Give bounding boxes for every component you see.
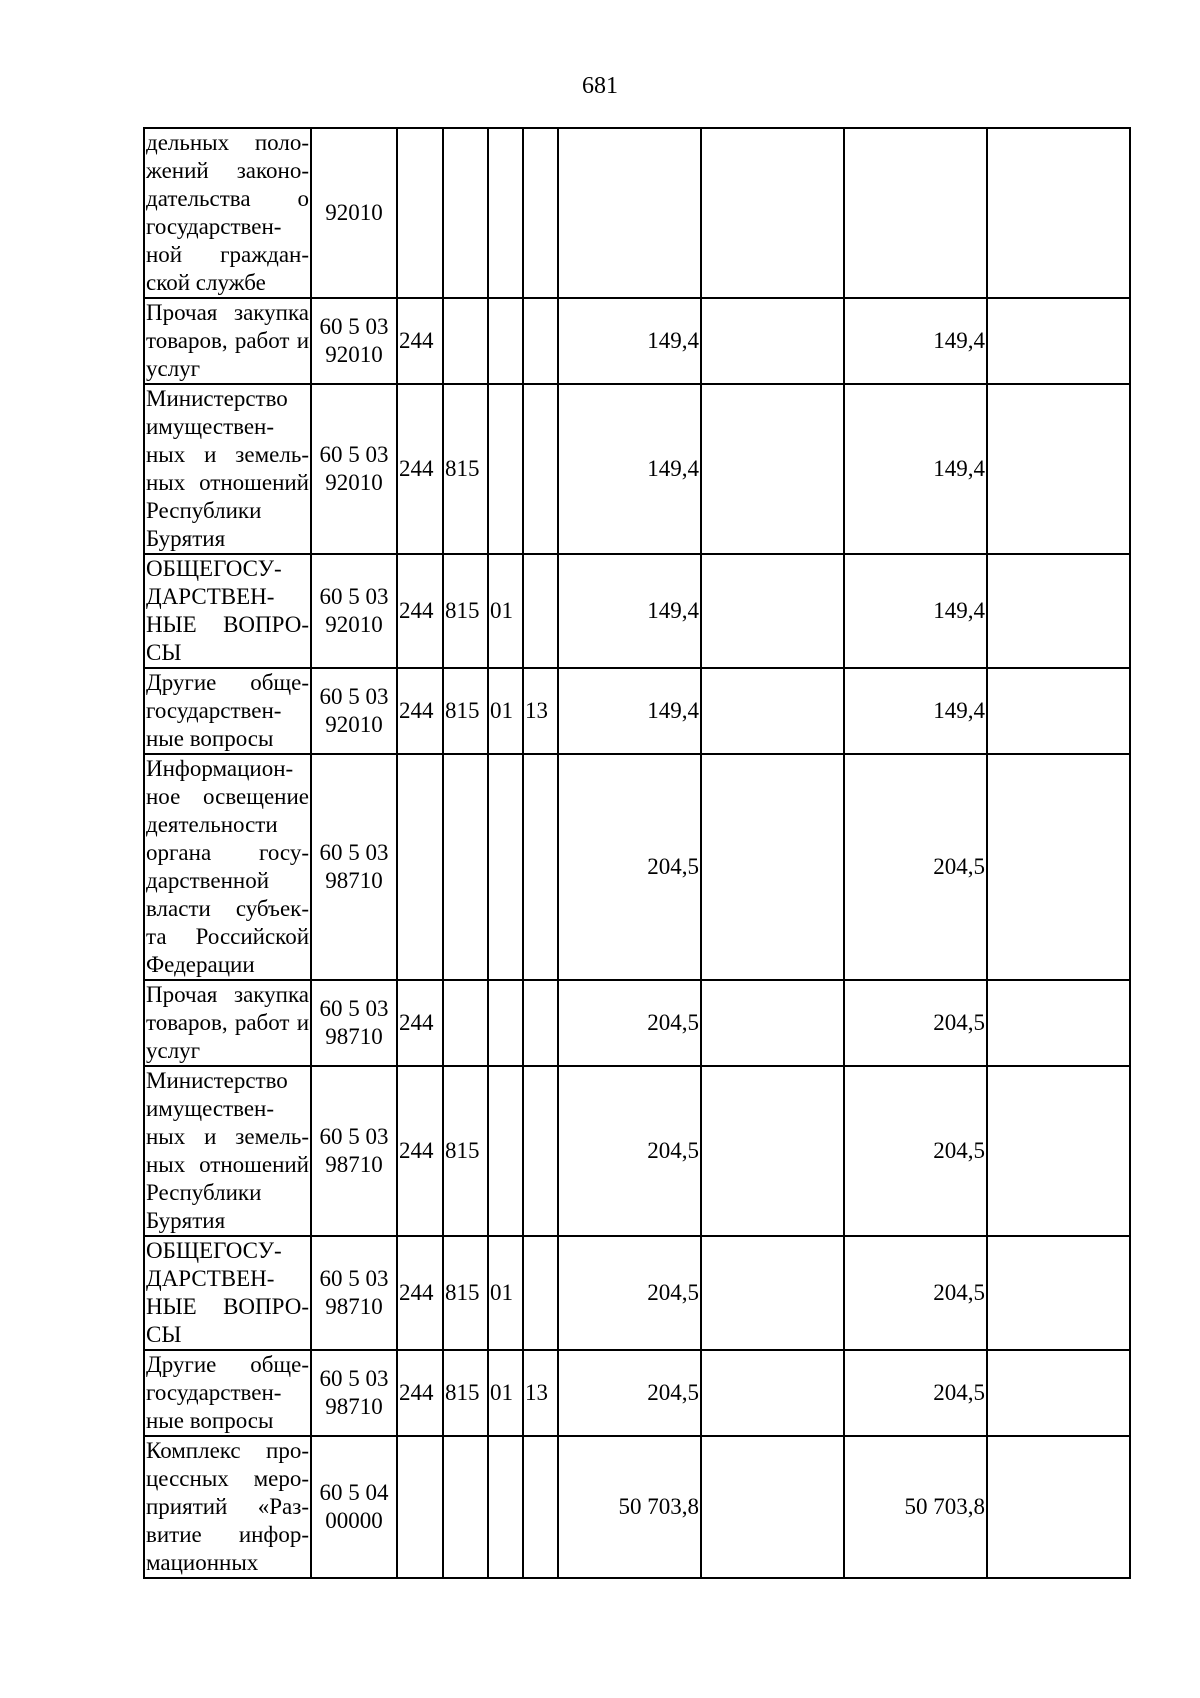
amount-cell: 50 703,8 (844, 1436, 987, 1578)
expense-type-cell: 244 (397, 1350, 443, 1436)
expense-type-cell (397, 128, 443, 298)
item-name-cell: Информацион-ное освещение деятельности органа госу-дарственной власти субъек-та Российской Федерации (144, 754, 311, 980)
table-row (144, 554, 1130, 668)
amount-cell: 204,5 (844, 754, 987, 980)
subsection-code-cell (523, 1436, 558, 1578)
ministry-code-cell (443, 980, 488, 1066)
amount-cell: 149,4 (558, 668, 701, 754)
budget-table (143, 127, 1131, 1579)
amount-cell (701, 128, 844, 298)
amount-cell (701, 668, 844, 754)
amount-cell (987, 554, 1130, 668)
subsection-code-cell (523, 384, 558, 554)
amount-cell (701, 1066, 844, 1236)
ministry-code-cell: 815 (443, 554, 488, 668)
expense-type-cell: 244 (397, 668, 443, 754)
table-row (144, 1236, 1130, 1350)
item-name-cell: Министерство имуществен-ных и земель-ных отношений Республики Бурятия (144, 384, 311, 554)
amount-cell (701, 554, 844, 668)
item-name-cell: Комплекс про-цессных меро-приятий «Раз-витие инфор-мационных (144, 1436, 311, 1578)
section-code-cell (488, 298, 523, 384)
target-article-cell: 60 5 03 98710 (311, 980, 397, 1066)
amount-cell: 50 703,8 (558, 1436, 701, 1578)
amount-cell (987, 1436, 1130, 1578)
table-row (144, 1436, 1130, 1578)
subsection-code-cell (523, 128, 558, 298)
item-name-cell: Другие обще-государствен-ные вопросы (144, 668, 311, 754)
amount-cell: 149,4 (558, 384, 701, 554)
table-row (144, 1066, 1130, 1236)
amount-cell (844, 128, 987, 298)
amount-cell: 204,5 (558, 1236, 701, 1350)
ministry-code-cell (443, 754, 488, 980)
section-code-cell (488, 754, 523, 980)
item-name-cell: Другие обще-государствен-ные вопросы (144, 1350, 311, 1436)
table-row (144, 980, 1130, 1066)
amount-cell: 149,4 (844, 668, 987, 754)
amount-cell (987, 1236, 1130, 1350)
amount-cell (701, 1436, 844, 1578)
amount-cell (987, 1350, 1130, 1436)
target-article-cell: 60 5 03 92010 (311, 668, 397, 754)
amount-cell (987, 668, 1130, 754)
amount-cell (987, 980, 1130, 1066)
page-number: 681 (582, 73, 618, 99)
subsection-code-cell (523, 980, 558, 1066)
table-row (144, 298, 1130, 384)
table-row (144, 1350, 1130, 1436)
amount-cell: 204,5 (558, 754, 701, 980)
expense-type-cell: 244 (397, 298, 443, 384)
item-name-cell: ОБЩЕГОСУ-ДАРСТВЕН-НЫЕ ВОПРО-СЫ (144, 554, 311, 668)
ministry-code-cell: 815 (443, 1066, 488, 1236)
target-article-cell: 60 5 03 92010 (311, 384, 397, 554)
section-code-cell: 01 (488, 1236, 523, 1350)
target-article-cell: 60 5 03 92010 (311, 554, 397, 668)
ministry-code-cell (443, 128, 488, 298)
amount-cell (701, 1350, 844, 1436)
amount-cell (987, 754, 1130, 980)
item-name-cell: дельных поло-жений законо-дательства о государствен-ной граждан-ской службе (144, 128, 311, 298)
target-article-cell: 60 5 03 98710 (311, 1236, 397, 1350)
amount-cell (701, 384, 844, 554)
section-code-cell (488, 1436, 523, 1578)
expense-type-cell (397, 754, 443, 980)
table-row (144, 668, 1130, 754)
amount-cell: 204,5 (844, 1236, 987, 1350)
item-name-cell: ОБЩЕГОСУ-ДАРСТВЕН-НЫЕ ВОПРО-СЫ (144, 1236, 311, 1350)
subsection-code-cell: 13 (523, 668, 558, 754)
section-code-cell: 01 (488, 668, 523, 754)
target-article-cell: 60 5 03 98710 (311, 1350, 397, 1436)
amount-cell (987, 128, 1130, 298)
amount-cell (987, 298, 1130, 384)
section-code-cell: 01 (488, 554, 523, 668)
section-code-cell (488, 384, 523, 554)
target-article-cell: 92010 (311, 128, 397, 298)
subsection-code-cell: 13 (523, 1350, 558, 1436)
table-row (144, 754, 1130, 980)
expense-type-cell (397, 1436, 443, 1578)
ministry-code-cell: 815 (443, 1236, 488, 1350)
amount-cell: 204,5 (844, 1066, 987, 1236)
ministry-code-cell: 815 (443, 668, 488, 754)
section-code-cell (488, 128, 523, 298)
amount-cell: 204,5 (844, 1350, 987, 1436)
subsection-code-cell (523, 1236, 558, 1350)
amount-cell (701, 754, 844, 980)
expense-type-cell: 244 (397, 384, 443, 554)
table-row (144, 384, 1130, 554)
item-name-cell: Министерство имуществен-ных и земель-ных отношений Республики Бурятия (144, 1066, 311, 1236)
target-article-cell: 60 5 03 98710 (311, 1066, 397, 1236)
amount-cell (558, 128, 701, 298)
subsection-code-cell (523, 1066, 558, 1236)
section-code-cell (488, 980, 523, 1066)
ministry-code-cell: 815 (443, 1350, 488, 1436)
item-name-cell: Прочая закупка товаров, работ и услуг (144, 298, 311, 384)
subsection-code-cell (523, 754, 558, 980)
amount-cell (987, 1066, 1130, 1236)
target-article-cell: 60 5 03 98710 (311, 754, 397, 980)
subsection-code-cell (523, 298, 558, 384)
ministry-code-cell (443, 1436, 488, 1578)
amount-cell: 149,4 (558, 298, 701, 384)
target-article-cell: 60 5 03 92010 (311, 298, 397, 384)
expense-type-cell: 244 (397, 1066, 443, 1236)
item-name-cell: Прочая закупка товаров, работ и услуг (144, 980, 311, 1066)
table-row (144, 128, 1130, 298)
section-code-cell (488, 1066, 523, 1236)
amount-cell: 204,5 (844, 980, 987, 1066)
amount-cell (701, 298, 844, 384)
ministry-code-cell (443, 298, 488, 384)
expense-type-cell: 244 (397, 980, 443, 1066)
amount-cell: 149,4 (558, 554, 701, 668)
ministry-code-cell: 815 (443, 384, 488, 554)
amount-cell: 204,5 (558, 1350, 701, 1436)
amount-cell (987, 384, 1130, 554)
target-article-cell: 60 5 04 00000 (311, 1436, 397, 1578)
amount-cell: 204,5 (558, 980, 701, 1066)
section-code-cell: 01 (488, 1350, 523, 1436)
amount-cell: 204,5 (558, 1066, 701, 1236)
amount-cell: 149,4 (844, 554, 987, 668)
subsection-code-cell (523, 554, 558, 668)
amount-cell (701, 980, 844, 1066)
amount-cell: 149,4 (844, 384, 987, 554)
amount-cell: 149,4 (844, 298, 987, 384)
amount-cell (701, 1236, 844, 1350)
expense-type-cell: 244 (397, 554, 443, 668)
expense-type-cell: 244 (397, 1236, 443, 1350)
